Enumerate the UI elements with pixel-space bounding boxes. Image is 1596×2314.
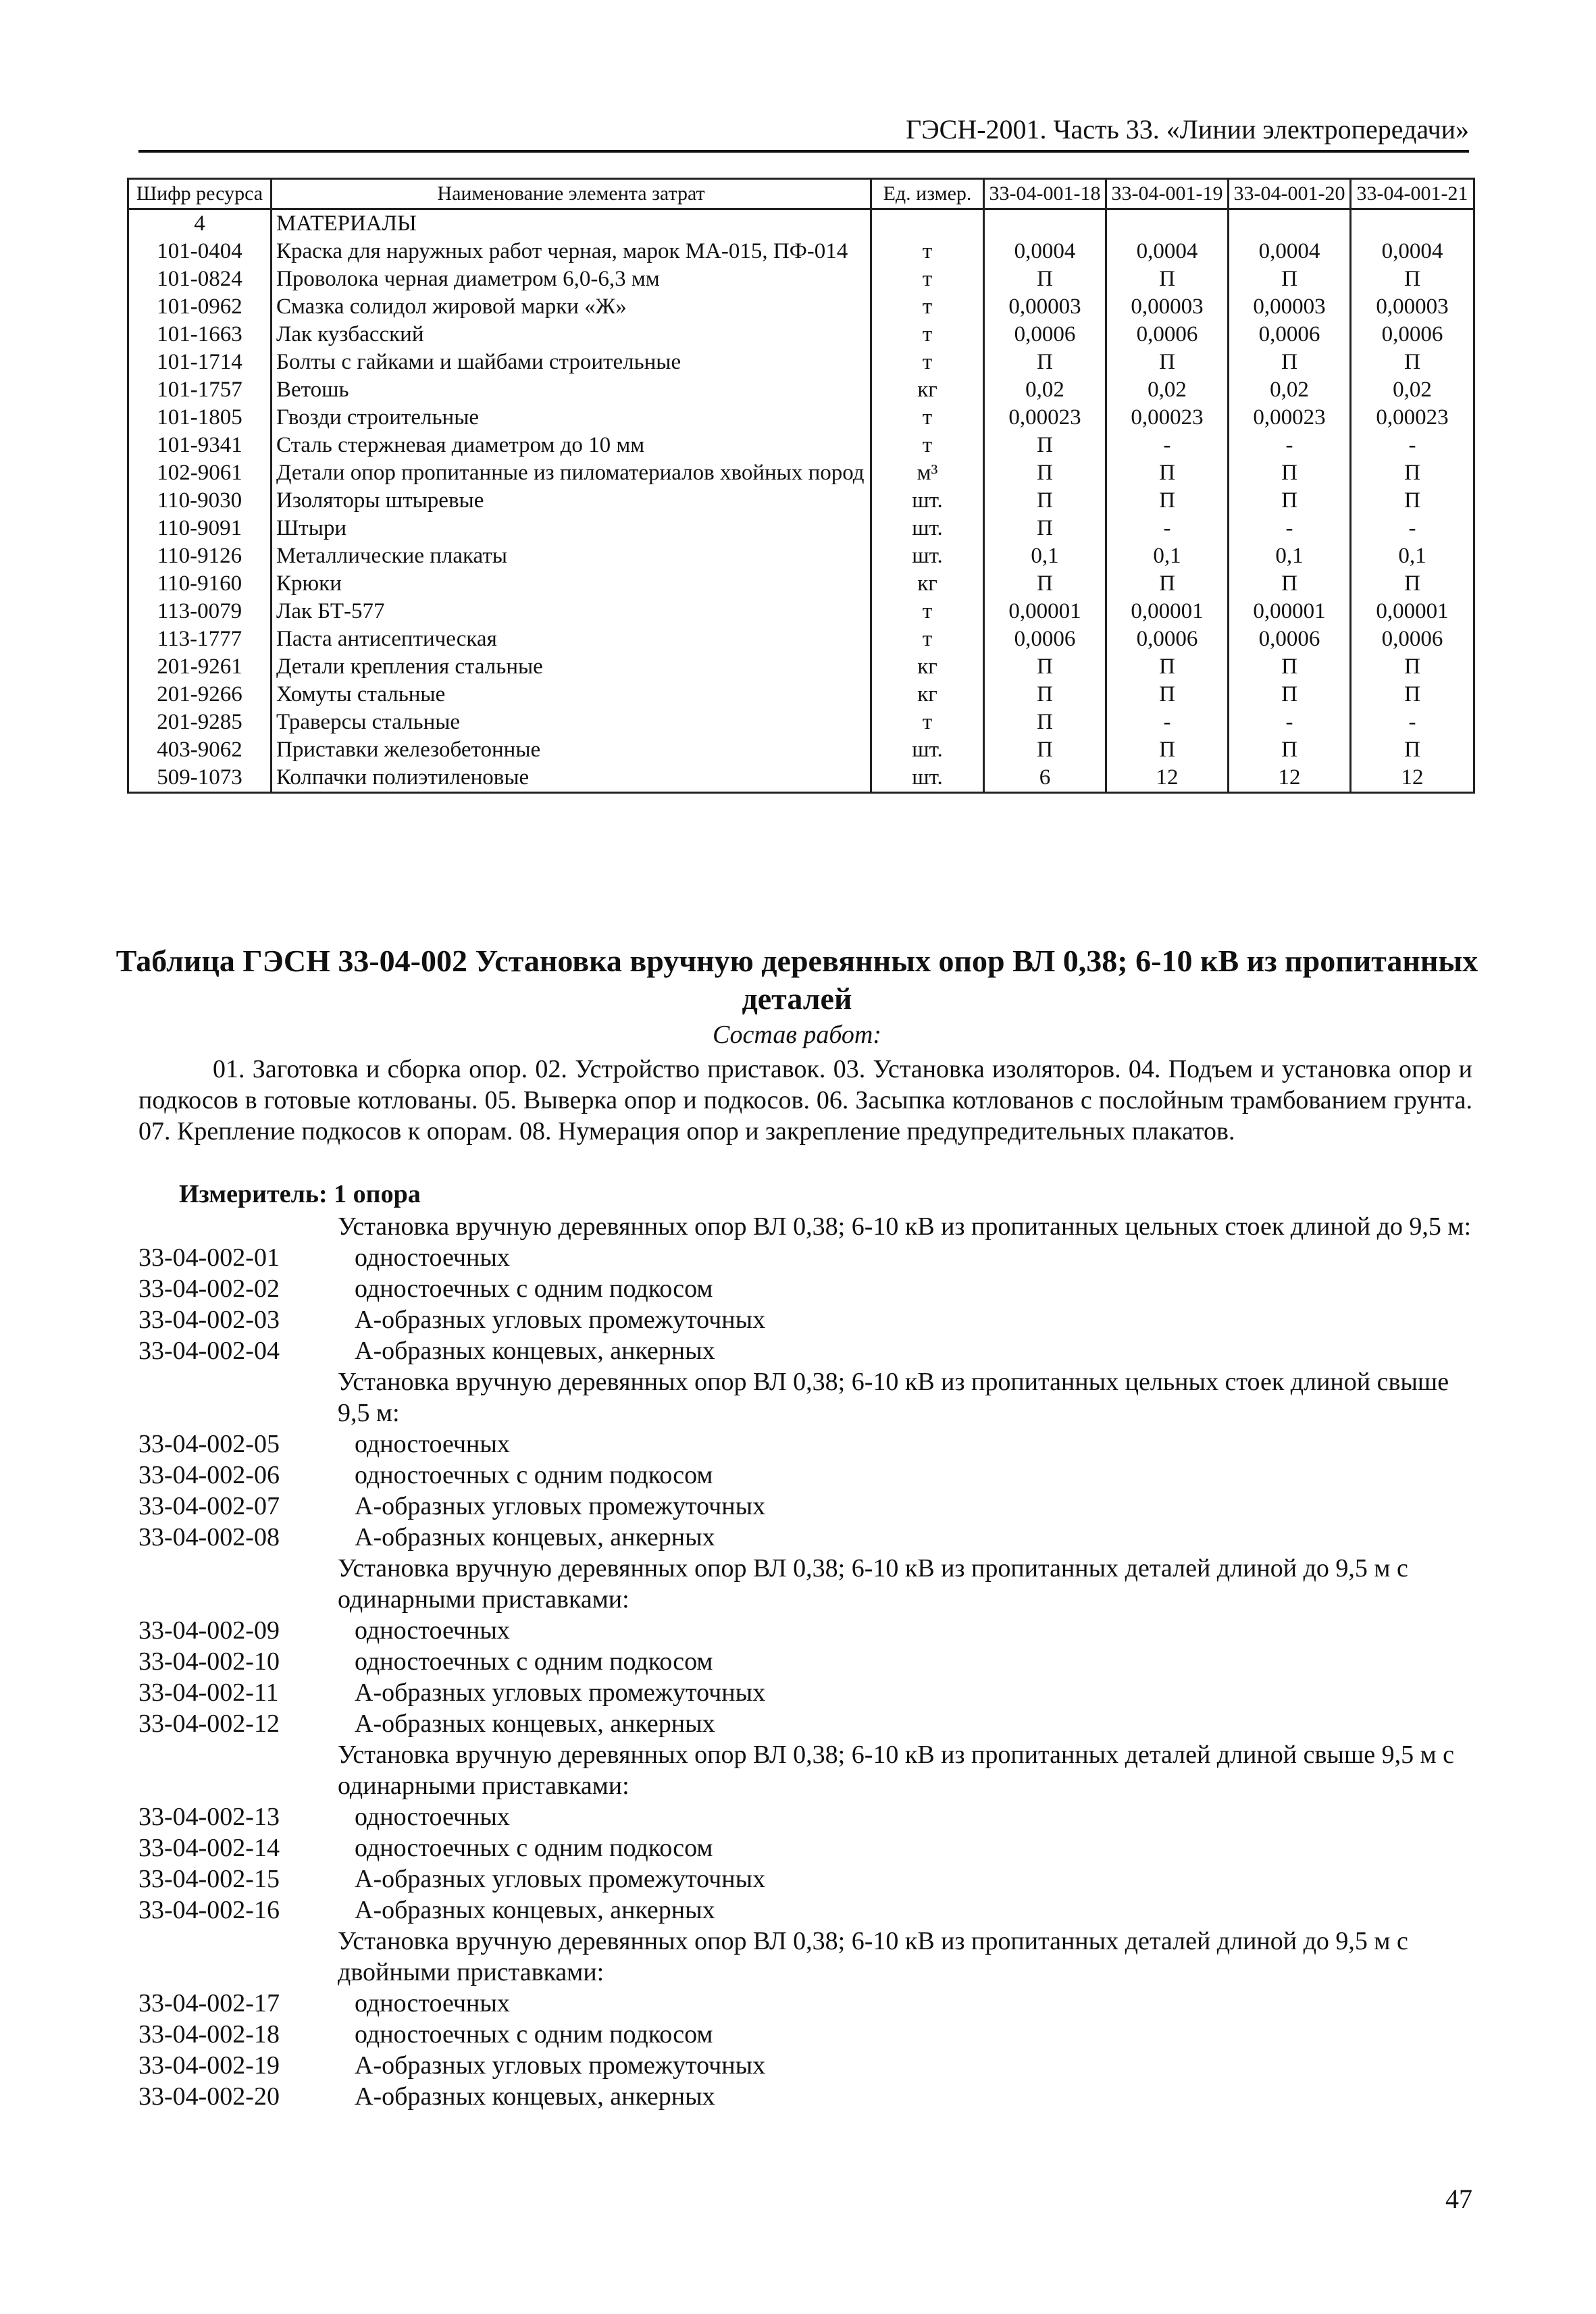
cell-value: 0,0006	[1106, 625, 1229, 653]
table-row	[128, 321, 1474, 349]
norm-description: А-образных угловых промежуточных	[355, 1865, 766, 1893]
group-heading: Установка вручную деревянных опор ВЛ 0,38; 6-10 кВ из пропитанных цельных стоек длиной до 9,5 м:	[338, 1212, 1472, 1241]
cell-value: 0,02	[1106, 376, 1229, 404]
list-item	[138, 1988, 1472, 2019]
table-row	[128, 515, 1474, 542]
cell-value: 0,0006	[1229, 625, 1351, 653]
cell-value: 0,0006	[1351, 321, 1474, 349]
cell-value: -	[1351, 515, 1474, 542]
list-item	[138, 1242, 1472, 1273]
cell-value: 0,00023	[984, 404, 1106, 432]
norm-code: 33-04-002-17	[138, 1989, 280, 2017]
cell-value: 0,0004	[984, 238, 1106, 265]
cell-unit: т	[871, 598, 984, 625]
running-header: ГЭСН-2001. Часть 33. «Линии электропередачи»	[138, 113, 1469, 153]
cell-unit: кг	[871, 570, 984, 598]
list-item	[138, 2050, 1472, 2081]
norm-description: А-образных концевых, анкерных	[355, 1896, 715, 1924]
list-item	[138, 1708, 1472, 1739]
cell-value: 0,1	[1106, 542, 1229, 570]
cell-name: Сталь стержневая диаметром до 10 мм	[272, 432, 871, 459]
cell-value: 0,00003	[984, 293, 1106, 321]
cell-value: П	[1106, 349, 1229, 376]
norm-code: 33-04-002-01	[138, 1243, 280, 1272]
table-row	[128, 487, 1474, 515]
cell-value: П	[984, 570, 1106, 598]
header-name: Наименование элемента затрат	[272, 179, 871, 209]
cell-value: П	[984, 681, 1106, 709]
section-name: МАТЕРИАЛЫ	[272, 209, 871, 238]
cell-value: -	[1106, 709, 1229, 736]
cell-value: 0,1	[1351, 542, 1474, 570]
cell-value: -	[1351, 432, 1474, 459]
table-row	[128, 625, 1474, 653]
cell-unit: т	[871, 432, 984, 459]
cell-value: П	[1106, 265, 1229, 293]
list-item	[138, 1304, 1472, 1335]
norm-code: 33-04-002-20	[138, 2082, 280, 2111]
cell-value: П	[1351, 736, 1474, 764]
cell-value: 0,0006	[1229, 321, 1351, 349]
cell-value: 0,1	[984, 542, 1106, 570]
cell-value: 0,0006	[984, 625, 1106, 653]
cell-name: Краска для наружных работ черная, марок МА-015, ПФ-014	[272, 238, 871, 265]
cell-value: П	[1106, 459, 1229, 487]
cell-value: П	[1351, 349, 1474, 376]
meter-label: Измеритель: 1 опора	[179, 1180, 421, 1208]
table-title: Таблица ГЭСН 33-04-002 Установка вручную деревянных опор ВЛ 0,38; 6-10 кВ из пропитанных деталей	[115, 944, 1478, 1016]
cell-unit: м³	[871, 459, 984, 487]
empty-cell	[984, 209, 1106, 238]
table-row	[128, 432, 1474, 459]
list-item	[138, 1895, 1472, 1926]
cell-name: Хомуты стальные	[272, 681, 871, 709]
cell-value: П	[1351, 570, 1474, 598]
table-row	[128, 459, 1474, 487]
section-row	[128, 209, 1474, 238]
cell-value: -	[1106, 515, 1229, 542]
cell-code: 201-9266	[128, 681, 272, 709]
cell-value: П	[1229, 570, 1351, 598]
norm-description: А-образных угловых промежуточных	[355, 2051, 766, 2080]
table-row	[128, 764, 1474, 793]
cell-value: П	[1229, 459, 1351, 487]
works-text: 01. Заготовка и сборка опор. 02. Устройство приставок. 03. Установка изоляторов. 04. Подъем и установка опор и подкосов в готовые котлованы. 05. Выверка опор и подкосов. 06. Засыпка котлованов с послойным трамбованием грунта. 07. Крепление подкосов к опорам. 08. Нумерация опор и закрепление предупредительных плакатов.	[138, 1055, 1472, 1146]
cell-value: 0,00023	[1106, 404, 1229, 432]
cell-value: -	[1229, 515, 1351, 542]
cell-value: П	[984, 459, 1106, 487]
cell-value: П	[1106, 681, 1229, 709]
cell-unit: кг	[871, 681, 984, 709]
cell-value: П	[1229, 349, 1351, 376]
cell-value: П	[984, 653, 1106, 681]
cell-unit: т	[871, 404, 984, 432]
empty-cell	[1351, 209, 1474, 238]
cell-name: Изоляторы штыревые	[272, 487, 871, 515]
norm-description: одностоечных	[355, 1989, 510, 2017]
table-row	[128, 238, 1474, 265]
norm-description: одностоечных с одним подкосом	[355, 1834, 713, 1862]
header-code: Шифр ресурса	[128, 179, 272, 209]
cell-value: 12	[1229, 764, 1351, 793]
cell-unit: шт.	[871, 515, 984, 542]
empty-cell	[1229, 209, 1351, 238]
cell-unit: т	[871, 265, 984, 293]
cell-name: Детали опор пропитанные из пиломатериалов хвойных пород	[272, 459, 871, 487]
header-unit: Ед. измер.	[871, 179, 984, 209]
cell-code: 113-0079	[128, 598, 272, 625]
cell-value: П	[984, 487, 1106, 515]
cell-value: П	[984, 432, 1106, 459]
cell-name: Лак кузбасский	[272, 321, 871, 349]
table-row	[128, 542, 1474, 570]
norm-code: 33-04-002-14	[138, 1834, 280, 1862]
cell-code: 113-1777	[128, 625, 272, 653]
list-item	[138, 1335, 1472, 1366]
cell-value: П	[1229, 265, 1351, 293]
cell-value: 0,00001	[1106, 598, 1229, 625]
norm-code: 33-04-002-18	[138, 2020, 280, 2049]
cell-value: П	[1229, 653, 1351, 681]
cell-name: Штыри	[272, 515, 871, 542]
norm-description: А-образных концевых, анкерных	[355, 1523, 715, 1551]
norm-description: А-образных угловых промежуточных	[355, 1492, 766, 1520]
cell-value: П	[1106, 570, 1229, 598]
norm-description: одностоечных с одним подкосом	[355, 1275, 713, 1303]
cell-unit: т	[871, 349, 984, 376]
cell-value: П	[1106, 487, 1229, 515]
cell-name: Металлические плакаты	[272, 542, 871, 570]
norm-description: одностоечных с одним подкосом	[355, 2020, 713, 2049]
cell-unit: кг	[871, 376, 984, 404]
table-row	[128, 653, 1474, 681]
norm-code: 33-04-002-13	[138, 1803, 280, 1831]
table-row	[128, 349, 1474, 376]
cell-name: Паста антисептическая	[272, 625, 871, 653]
empty-cell	[871, 209, 984, 238]
cell-code: 101-9341	[128, 432, 272, 459]
resources-table	[127, 178, 1475, 794]
cell-value: П	[1351, 265, 1474, 293]
norm-code: 33-04-002-06	[138, 1461, 280, 1489]
cell-value: 0,02	[984, 376, 1106, 404]
cell-value: 0,00001	[1229, 598, 1351, 625]
cell-value: 0,02	[1351, 376, 1474, 404]
cell-unit: шт.	[871, 736, 984, 764]
cell-code: 101-1757	[128, 376, 272, 404]
cell-name: Лак БТ-577	[272, 598, 871, 625]
cell-name: Ветошь	[272, 376, 871, 404]
norm-description: А-образных концевых, анкерных	[355, 1337, 715, 1365]
cell-code: 110-9091	[128, 515, 272, 542]
header-col2: 33-04-001-19	[1106, 179, 1229, 209]
cell-name: Детали крепления стальные	[272, 653, 871, 681]
norm-code: 33-04-002-05	[138, 1430, 280, 1458]
norm-description: одностоечных с одним подкосом	[355, 1461, 713, 1489]
cell-value: П	[1351, 653, 1474, 681]
section-code: 4	[128, 209, 272, 238]
cell-value: 6	[984, 764, 1106, 793]
cell-value: П	[984, 515, 1106, 542]
group-heading: Установка вручную деревянных опор ВЛ 0,38; 6-10 кВ из пропитанных цельных стоек длиной свыше 9,5 м:	[338, 1368, 1449, 1427]
group-heading: Установка вручную деревянных опор ВЛ 0,38; 6-10 кВ из пропитанных деталей длиной свыше 9,5 м с одинарными приставками:	[338, 1741, 1454, 1800]
cell-value: 0,0004	[1351, 238, 1474, 265]
list-item	[138, 1273, 1472, 1304]
cell-value: 0,00003	[1351, 293, 1474, 321]
works-label: Состав работ:	[712, 1021, 882, 1049]
cell-name: Траверсы стальные	[272, 709, 871, 736]
table-header-row	[128, 179, 1474, 209]
cell-value: -	[1106, 432, 1229, 459]
norm-code: 33-04-002-19	[138, 2051, 280, 2080]
cell-value: 0,00023	[1229, 404, 1351, 432]
page-number: 47	[1445, 2184, 1472, 2214]
cell-value: П	[984, 709, 1106, 736]
list-item	[138, 1615, 1472, 1646]
cell-unit: т	[871, 709, 984, 736]
cell-value: 0,1	[1229, 542, 1351, 570]
cell-name: Гвозди строительные	[272, 404, 871, 432]
cell-unit: шт.	[871, 542, 984, 570]
cell-value: 0,00001	[1351, 598, 1474, 625]
cell-value: -	[1229, 432, 1351, 459]
cell-code: 201-9261	[128, 653, 272, 681]
list-item	[138, 1646, 1472, 1677]
norm-code: 33-04-002-03	[138, 1306, 280, 1334]
cell-name: Приставки железобетонные	[272, 736, 871, 764]
norm-description: одностоечных	[355, 1243, 510, 1272]
cell-code: 403-9062	[128, 736, 272, 764]
cell-value: 0,00001	[984, 598, 1106, 625]
cell-value: 0,00003	[1106, 293, 1229, 321]
cell-code: 110-9126	[128, 542, 272, 570]
cell-value: П	[1351, 681, 1474, 709]
table-row	[128, 570, 1474, 598]
norm-description: А-образных концевых, анкерных	[355, 1709, 715, 1738]
cell-value: -	[1351, 709, 1474, 736]
table-row	[128, 736, 1474, 764]
list-item	[138, 1491, 1472, 1522]
norm-code: 33-04-002-08	[138, 1523, 280, 1551]
cell-code: 101-1805	[128, 404, 272, 432]
table-row	[128, 709, 1474, 736]
list-item	[138, 2019, 1472, 2050]
norm-description: А-образных угловых промежуточных	[355, 1678, 766, 1707]
cell-code: 101-0404	[128, 238, 272, 265]
cell-value: 12	[1351, 764, 1474, 793]
list-item	[138, 1460, 1472, 1491]
table-row	[128, 265, 1474, 293]
cell-value: П	[1351, 459, 1474, 487]
norm-description: одностоечных	[355, 1616, 510, 1645]
cell-value: П	[1106, 653, 1229, 681]
norm-description: А-образных концевых, анкерных	[355, 2082, 715, 2111]
norm-list	[138, 1211, 1472, 2112]
cell-code: 101-0824	[128, 265, 272, 293]
cell-code: 110-9160	[128, 570, 272, 598]
norm-description: одностоечных	[355, 1803, 510, 1831]
cell-code: 102-9061	[128, 459, 272, 487]
norm-code: 33-04-002-11	[138, 1678, 279, 1707]
cell-value: П	[1106, 736, 1229, 764]
cell-name: Проволока черная диаметром 6,0-6,3 мм	[272, 265, 871, 293]
cell-value: П	[1229, 487, 1351, 515]
table-row	[128, 293, 1474, 321]
header-col3: 33-04-001-20	[1229, 179, 1351, 209]
cell-value: 0,0006	[1351, 625, 1474, 653]
group-heading: Установка вручную деревянных опор ВЛ 0,38; 6-10 кВ из пропитанных деталей длиной до 9,5 м с одинарными приставками:	[338, 1554, 1408, 1614]
cell-unit: т	[871, 293, 984, 321]
cell-value: 0,0006	[1106, 321, 1229, 349]
cell-value: 0,00023	[1351, 404, 1474, 432]
header-col1: 33-04-001-18	[984, 179, 1106, 209]
list-item	[138, 1863, 1472, 1895]
table-row	[128, 404, 1474, 432]
cell-name: Колпачки полиэтиленовые	[272, 764, 871, 793]
table-row	[128, 376, 1474, 404]
list-item	[138, 1832, 1472, 1863]
cell-code: 101-0962	[128, 293, 272, 321]
group-heading: Установка вручную деревянных опор ВЛ 0,38; 6-10 кВ из пропитанных деталей длиной до 9,5 м с двойными приставками:	[338, 1927, 1408, 1986]
cell-value: 12	[1106, 764, 1229, 793]
cell-code: 201-9285	[128, 709, 272, 736]
cell-code: 509-1073	[128, 764, 272, 793]
norm-code: 33-04-002-10	[138, 1647, 280, 1676]
table-row	[128, 598, 1474, 625]
cell-value: 0,0006	[984, 321, 1106, 349]
table-body	[128, 209, 1474, 793]
cell-value: 0,0004	[1229, 238, 1351, 265]
table-row	[128, 681, 1474, 709]
empty-cell	[1106, 209, 1229, 238]
header-col4: 33-04-001-21	[1351, 179, 1474, 209]
cell-value: 0,02	[1229, 376, 1351, 404]
cell-code: 101-1663	[128, 321, 272, 349]
norm-code: 33-04-002-07	[138, 1492, 280, 1520]
norm-description: одностоечных с одним подкосом	[355, 1647, 713, 1676]
cell-unit: шт.	[871, 764, 984, 793]
cell-unit: шт.	[871, 487, 984, 515]
cell-name: Крюки	[272, 570, 871, 598]
cell-value: П	[984, 349, 1106, 376]
cell-value: П	[984, 736, 1106, 764]
cell-name: Болты с гайками и шайбами строительные	[272, 349, 871, 376]
cell-value: П	[1229, 681, 1351, 709]
cell-name: Смазка солидол жировой марки «Ж»	[272, 293, 871, 321]
list-item	[138, 2081, 1472, 2112]
list-item	[138, 1429, 1472, 1460]
norm-description: одностоечных	[355, 1430, 510, 1458]
cell-code: 101-1714	[128, 349, 272, 376]
cell-value: П	[1351, 487, 1474, 515]
cell-value: 0,00003	[1229, 293, 1351, 321]
norm-code: 33-04-002-04	[138, 1337, 280, 1365]
cell-value: П	[984, 265, 1106, 293]
cell-value: 0,0004	[1106, 238, 1229, 265]
cell-unit: т	[871, 625, 984, 653]
list-item	[138, 1677, 1472, 1708]
cell-value: П	[1229, 736, 1351, 764]
norm-code: 33-04-002-12	[138, 1709, 280, 1738]
cell-value: -	[1229, 709, 1351, 736]
cell-unit: кг	[871, 653, 984, 681]
norm-description: А-образных угловых промежуточных	[355, 1306, 766, 1334]
norm-code: 33-04-002-02	[138, 1275, 280, 1303]
list-item	[138, 1801, 1472, 1832]
cell-unit: т	[871, 238, 984, 265]
cell-unit: т	[871, 321, 984, 349]
norm-code: 33-04-002-09	[138, 1616, 280, 1645]
norm-code: 33-04-002-15	[138, 1865, 280, 1893]
cell-code: 110-9030	[128, 487, 272, 515]
norm-code: 33-04-002-16	[138, 1896, 280, 1924]
list-item	[138, 1522, 1472, 1553]
